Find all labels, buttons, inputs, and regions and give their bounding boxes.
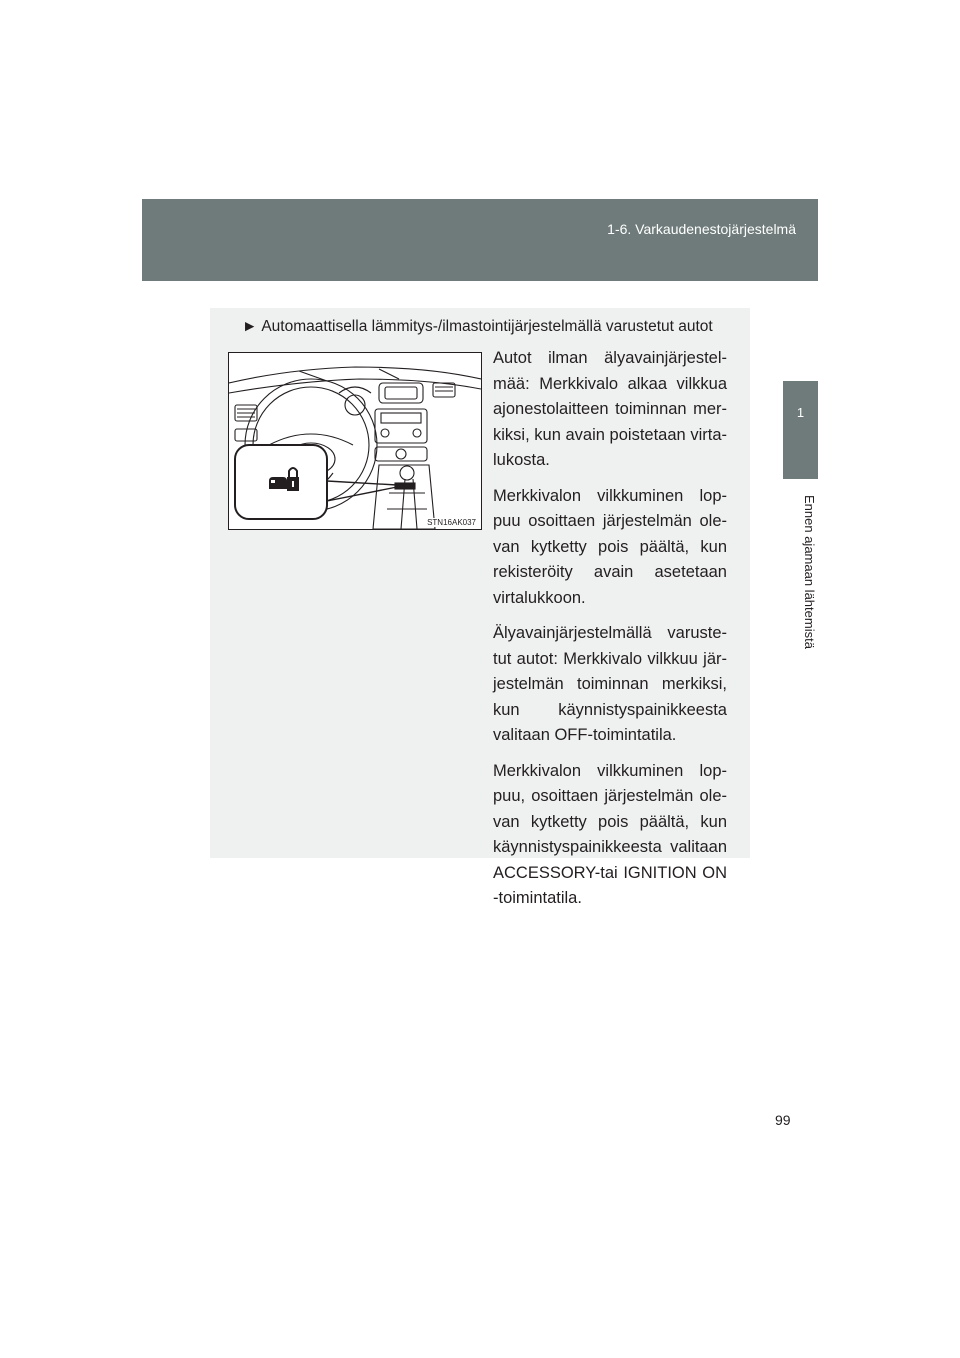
- header-bar: [142, 199, 818, 281]
- chapter-label: Ennen ajamaan lähtemistä: [802, 495, 817, 649]
- dashboard-illustration: [228, 352, 482, 530]
- content-box: [210, 308, 750, 907]
- heading-text: Automaattisella lämmitys-/ilmastointijärjestelmällä varustetut autot: [261, 318, 713, 335]
- chapter-number: 1: [796, 405, 805, 420]
- paragraph-1: Autot ilman älyavainjärjestel-mää: Merkkivalo alkaa vilkkua ajonestolaitteen toiminnan mer-kiksi, kun avain poistetaan virta-lukosta.: [493, 349, 727, 469]
- paragraph-4: Merkkivalon vilkkuminen lop-puu, osoittaen järjestelmän ole-van kytketty pois päältä, kun käynnistyspainikkeesta valitaan ACCESSORY-tai IGNITION ON -toimintatila.: [493, 761, 727, 907]
- text-column: [493, 346, 727, 922]
- page-number: 99: [775, 1112, 791, 1128]
- triangle-bullet-icon: ►: [242, 318, 258, 335]
- paragraph-2: Merkkivalon vilkkuminen lop-puu osoittaen järjestelmän ole-van kytketty pois päältä, kun rekisteröity avain asetetaan virtalukkoon.: [493, 486, 727, 607]
- figure-code: STN16AK037: [427, 518, 476, 527]
- section-title: 1-6. Varkaudenestojärjestelmä: [607, 221, 796, 237]
- section-heading: [242, 318, 713, 336]
- chapter-tab: [783, 381, 818, 479]
- dashboard-drawing: [229, 353, 481, 529]
- paragraph-3: Älyavainjärjestelmällä varuste-tut autot: Merkkivalo vilkkuu jär-jestelmän toiminnan merkiksi, kun käynnistyspainikkeesta valitaan OFF-toimintatila.: [493, 624, 727, 744]
